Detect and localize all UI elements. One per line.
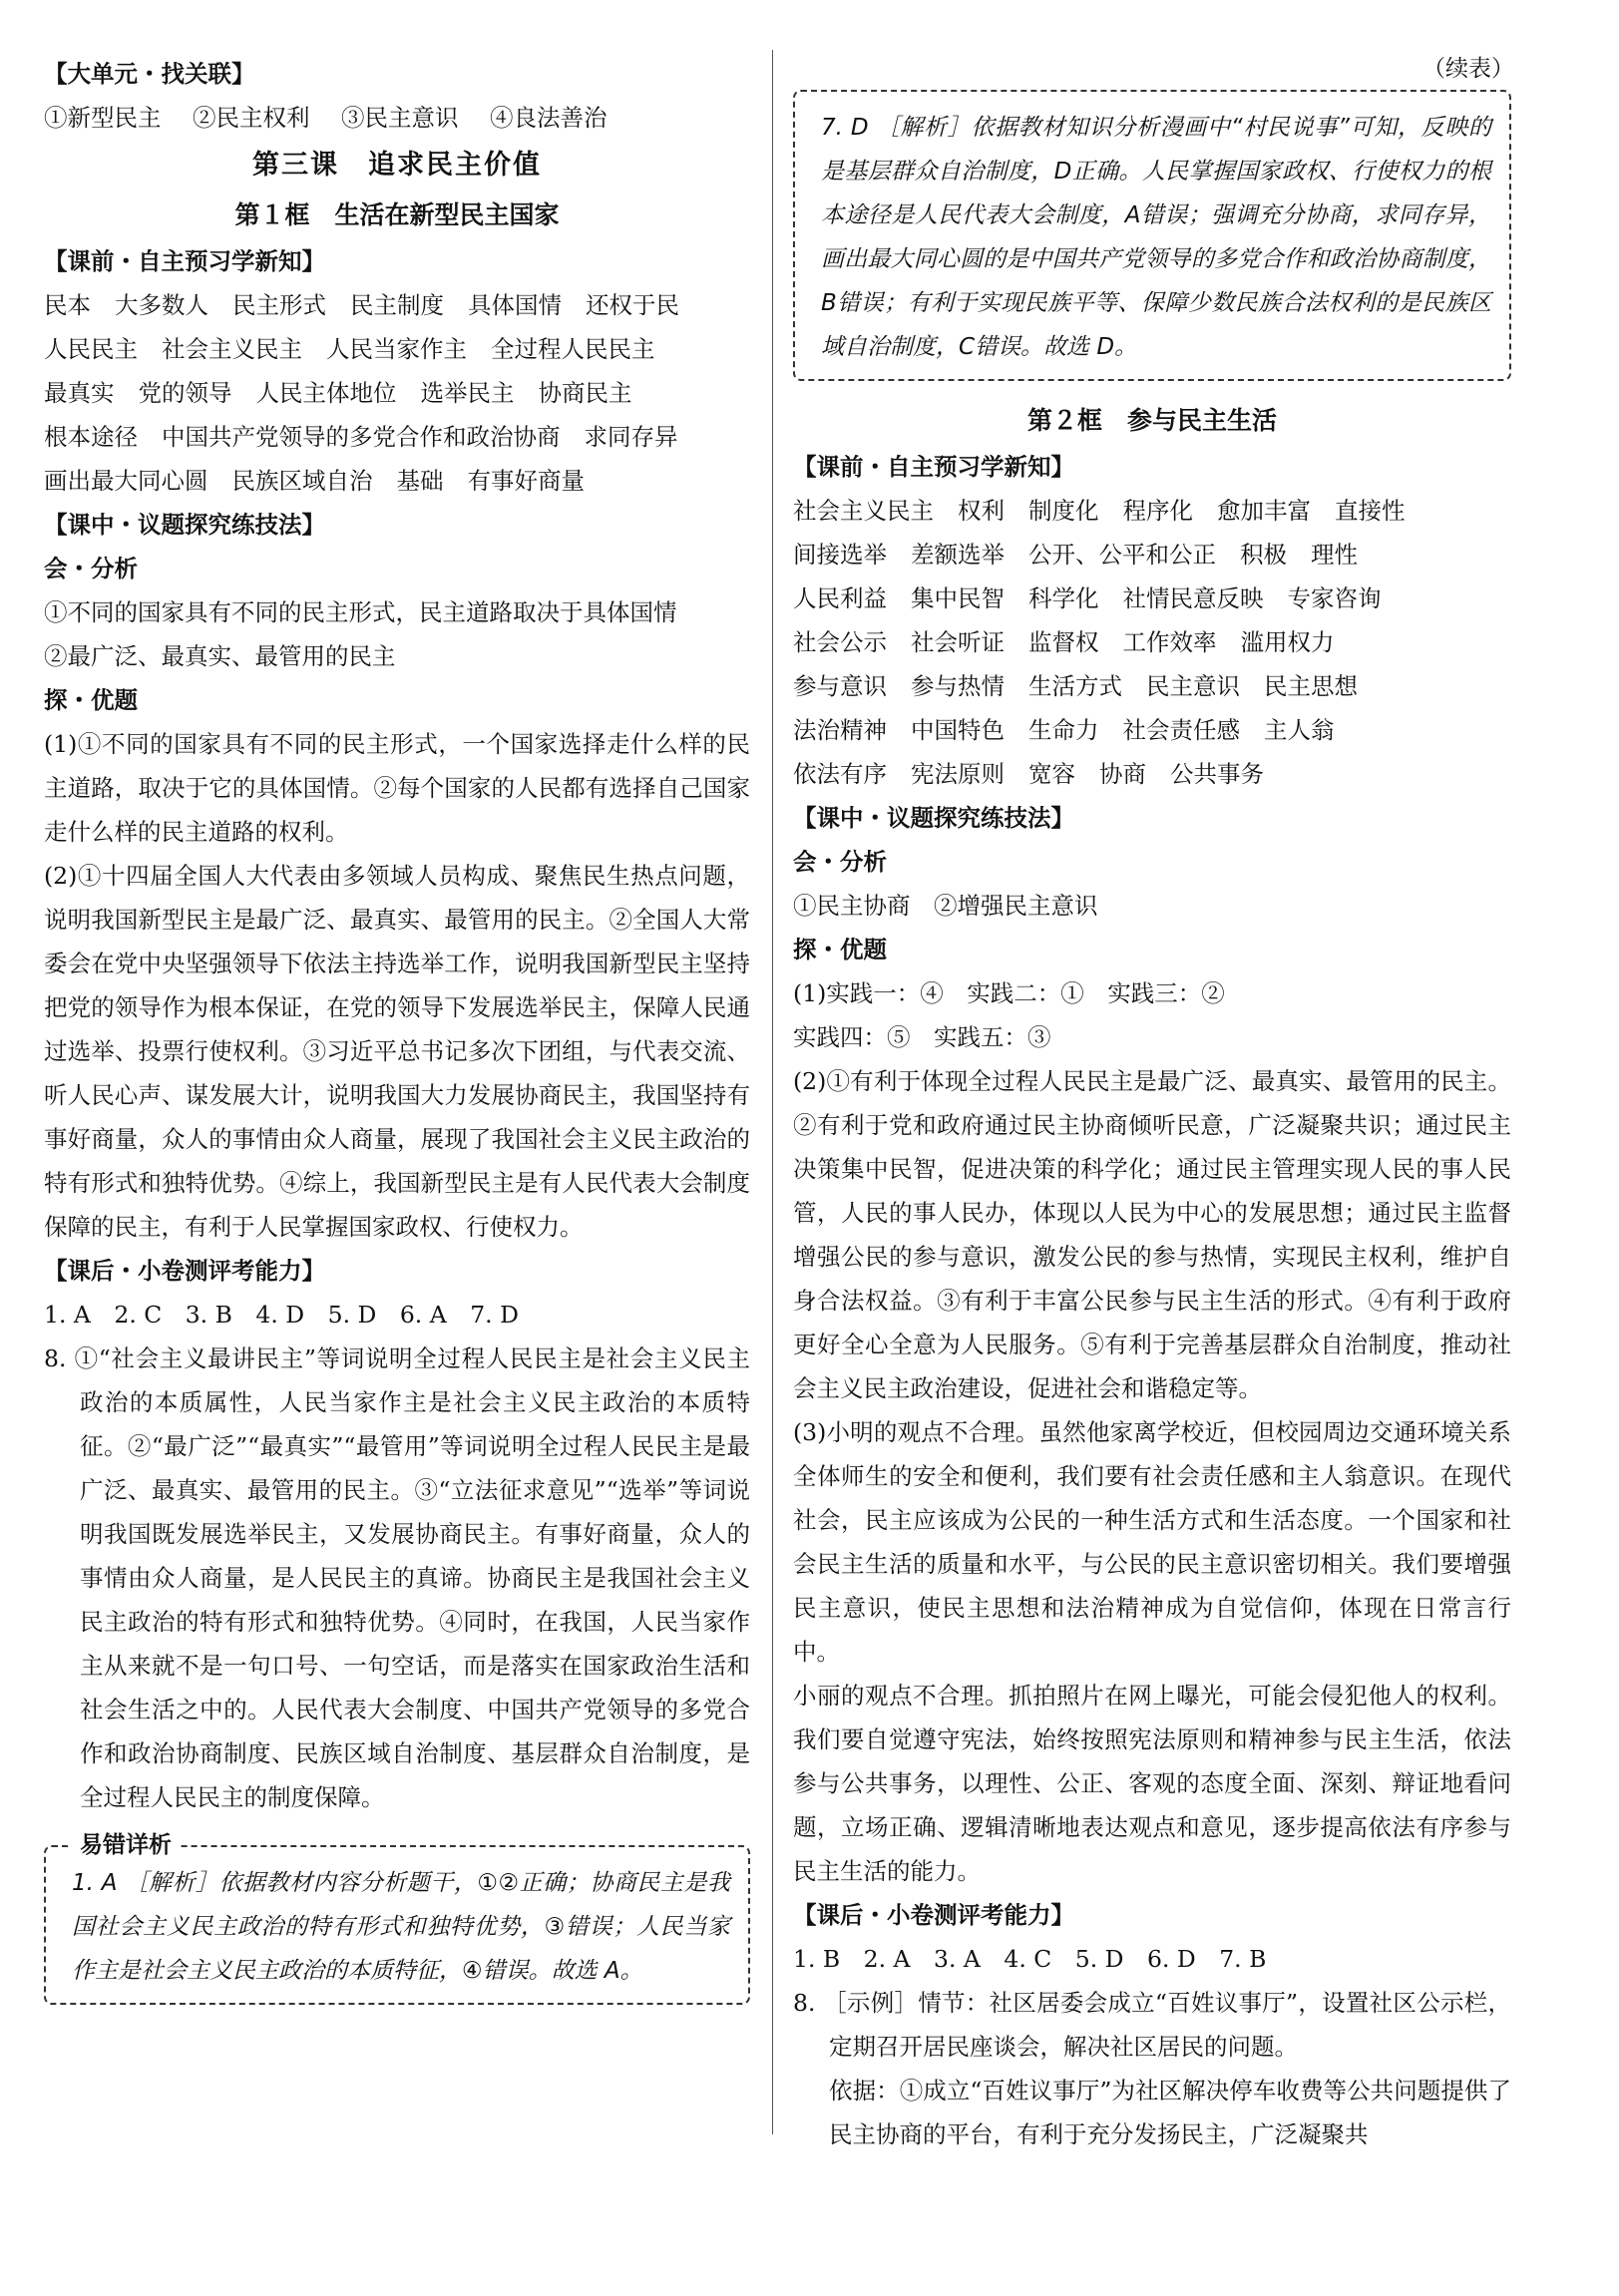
term: 民族区域自治 [231, 467, 373, 495]
term: 理性 [1311, 541, 1358, 569]
term: 主人翁 [1264, 716, 1335, 744]
explore-paragraph: 小丽的观点不合理。抓拍照片在网上曝光，可能会侵犯他人的权利。我们要自觉遵守宪法，始终按照宪法原则和精神参与民主生活，依法参与公共事务，以理性、公正、客观的态度全面、深刻、辩证地看问题，立场正确、逻辑清晰地表达观点和意见，逐步提高依法有序参与民主生活的能力。 [793, 1682, 1511, 1885]
explore-paragraph: (1)①不同的国家具有不同的民主形式，一个国家选择走什么样的民主道路，取决于它的具体国情。②每个国家的人民都有选择自己国家走什么样的民主道路的权利。 [44, 730, 750, 846]
continued-label: （续表） [1422, 56, 1514, 82]
term: 有事好商量 [467, 467, 585, 495]
explore-header: 探・优题 [44, 686, 138, 714]
term: 积极 [1240, 541, 1287, 569]
analysis-header: 会・分析 [793, 848, 887, 876]
unit-item: ③民主意识 [340, 104, 459, 132]
term: 民主制度 [350, 291, 444, 319]
frame2-title: 第２框 参与民主生活 [1026, 406, 1277, 435]
explanation-text: 7. D ［解析］依据教材知识分析漫画中“村民说事”可知，反映的是基层群众自治制度，D正确。人民掌握国家政权、行使权力的根本途径是人民代表大会制度，A错误；强调充分协商，求同存异，画出最大同心圆的是中国共产党领导的多党合作和政治协商制度，B错误；有利于实现民族平等、保障少数民族合法权利的是民族区域自治制度，C错误。故选 D。 [821, 115, 1491, 360]
right-column [793, 90, 1511, 2156]
term: 人民当家作主 [326, 335, 467, 363]
error-analysis-label: 易错详析 [72, 1831, 180, 1859]
analysis-item: ②最广泛、最真实、最管用的民主 [44, 642, 396, 670]
after-header: 【课后・小卷测评考能力】 [793, 1901, 1074, 1929]
explore-paragraph: (3)小明的观点不合理。虽然他家离学校近，但校园周边交通环境关系全体师生的安全和便利，我们要有社会责任感和主人翁意识。在现代社会，民主应该成为公民的一种生活方式和生活态度。一个国家和社会民主生活的质量和水平，与公民的民主意识密切相关。我们要增强民主意识，使民主思想和法治精神成为自觉信仰，体现在日常言行中。 [793, 1418, 1511, 1666]
analysis-header: 会・分析 [44, 555, 138, 582]
preview-row [793, 752, 1511, 796]
class-header: 【课中・议题探究练技法】 [44, 511, 325, 539]
question-8-basis: 依据：①成立“百姓议事厅”为社区解决停车收费等公共问题提供了民主协商的平台，有利于充分发扬民主，广泛凝聚共 [829, 2077, 1511, 2148]
term: 专家咨询 [1287, 584, 1382, 612]
term: 滥用权力 [1240, 628, 1335, 656]
term: 人民利益 [793, 584, 887, 612]
term: 民主思想 [1264, 672, 1358, 700]
term: 集中民智 [911, 584, 1005, 612]
term: 宪法原则 [911, 760, 1005, 788]
term: 协商民主 [538, 379, 632, 407]
term: 最真实 [44, 379, 115, 407]
term: 还权于民 [586, 291, 679, 319]
term: 生活方式 [1028, 672, 1122, 700]
term: 人民民主 [44, 335, 138, 363]
unit-items [44, 96, 750, 140]
unit-item: ④良法善治 [489, 104, 607, 132]
analysis-item: ①不同的国家具有不同的民主形式，民主道路取决于具体国情 [44, 598, 677, 626]
term: 基础 [396, 467, 444, 495]
preview-row [44, 459, 750, 503]
term: 工作效率 [1122, 628, 1217, 656]
answer-key: 1. B 2. A 3. A 4. C 5. D 6. D 7. B [793, 1945, 1267, 1973]
preview-row [793, 489, 1511, 533]
preview-row [793, 664, 1511, 708]
term: 社会主义民主 [793, 497, 934, 525]
term: 社会责任感 [1122, 716, 1240, 744]
explore-paragraph: (2)①十四届全国人大代表由多领域人员构成、聚焦民生热点问题，说明我国新型民主是最广泛、最真实、最管用的民主。②全国人大常委会在党中央坚强领导下依法主持选举工作，说明我国新型民主坚持把党的领导作为根本保证，在党的领导下发展选举民主，保障人民通过选举、投票行使权利。③习近平总书记多次下团组，与代表交流、听人民心声、谋发展大计，说明我国大力发展协商民主，我国坚持有事好商量，众人的事情由众人商量，展现了我国社会主义民主政治的特有形式和独特优势。④综上，我国新型民主是有人民代表大会制度保障的民主，有利于人民掌握国家政权、行使权力。 [44, 862, 750, 1241]
term: 监督权 [1028, 628, 1099, 656]
term: 协商 [1099, 760, 1146, 788]
term: 间接选举 [793, 541, 887, 569]
term: 愈加丰富 [1217, 497, 1311, 525]
practice-line: (1)实践一：④ 实践二：① 实践三：② [793, 979, 1225, 1007]
term: 直接性 [1335, 497, 1406, 525]
term: 大多数人 [115, 291, 208, 319]
term: 法治精神 [793, 716, 887, 744]
answer-key: 1. A 2. C 3. B 4. D 5. D 6. A 7. D [44, 1301, 519, 1329]
term: 人民主体地位 [255, 379, 397, 407]
column-divider [772, 50, 773, 2134]
unit-item: ①新型民主 [44, 104, 162, 132]
term: 中国共产党领导的多党合作和政治协商 [162, 423, 561, 451]
explore-paragraph: (2)①有利于体现全过程人民民主是最广泛、最真实、最管用的民主。②有利于党和政府通过民主协商倾听民意，广泛凝聚共识；通过民主决策集中民智，促进决策的科学化；通过民主管理实现人民的事人民管，人民的事人民办，体现以人民为中心的发展思想；通过民主监督增强公民的参与意识，激发公民的参与热情，实现民主权利，维护自身合法权益。③有利于丰富公民参与民主生活的形式。④有利于政府更好全心全意为人民服务。⑤有利于完善基层群众自治制度，推动社会主义民主政治建设，促进社会和谐稳定等。 [793, 1067, 1511, 1402]
preview-row [44, 415, 750, 459]
term: 差额选举 [911, 541, 1005, 569]
explore-header: 探・优题 [793, 936, 887, 963]
class-header: 【课中・议题探究练技法】 [793, 804, 1074, 832]
term: 党的领导 [138, 379, 232, 407]
term: 具体国情 [468, 291, 562, 319]
term: 生命力 [1028, 716, 1099, 744]
term: 程序化 [1122, 497, 1193, 525]
question-8-answer: 8. ［示例］情节：社区居委会成立“百姓议事厅”，设置社区公示栏，定期召开居民座谈会，解决社区居民的问题。 [793, 1989, 1511, 2061]
question-8-answer: 8. ①“社会主义最讲民主”等词说明全过程人民民主是社会主义民主政治的本质属性，人民当家作主是社会主义民主政治的本质特征。②“最广泛”“最真实”“最管用”等词说明全过程人民民主是最广泛、最真实、最管用的民主。③“立法征求意见”“选举”等词说明我国既发展选举民主，又发展协商民主。有事好商量，众人的事情由众人商量，是人民民主的真谛。协商民主是我国社会主义民主政治的特有形式和独特优势。④同时，在我国，人民当家作主从来就不是一句口号、一句空话，而是落实在国家政治生活和社会生活之中的。人民代表大会制度、中国共产党领导的多党合作和政治协商制度、民族区域自治制度、基层群众自治制度，是全过程人民民主的制度保障。 [44, 1344, 750, 1811]
unit-header: 【大单元・找关联】 [44, 60, 255, 88]
error-analysis-box [44, 1831, 750, 2005]
term: 民主意识 [1146, 672, 1240, 700]
preview-row [44, 283, 750, 327]
term: 社会主义民主 [162, 335, 302, 363]
term: 权利 [958, 497, 1005, 525]
preview-row [793, 533, 1511, 576]
term: 民主形式 [232, 291, 326, 319]
term: 根本途径 [44, 423, 138, 451]
term: 中国特色 [911, 716, 1005, 744]
term: 社会听证 [911, 628, 1005, 656]
term: 依法有序 [793, 760, 887, 788]
term: 社会公示 [793, 628, 887, 656]
term: 参与热情 [911, 672, 1005, 700]
term: 求同存异 [584, 423, 678, 451]
after-header: 【课后・小卷测评考能力】 [44, 1257, 325, 1285]
frame1-title: 第１框 生活在新型民主国家 [234, 200, 560, 229]
term: 制度化 [1028, 497, 1099, 525]
unit-item: ②民主权利 [192, 104, 310, 132]
preview-row [793, 576, 1511, 620]
term: 画出最大同心圆 [44, 467, 208, 495]
practice-line: 实践四：⑤ 实践五：③ [793, 1023, 1051, 1051]
term: 全过程人民民主 [491, 335, 655, 363]
explanation-box [793, 90, 1511, 381]
preview-header: 【课前・自主预习学新知】 [793, 453, 1074, 481]
term: 社情民意反映 [1122, 584, 1264, 612]
term: 科学化 [1028, 584, 1099, 612]
term: 民本 [44, 291, 91, 319]
term: 公共事务 [1170, 760, 1264, 788]
preview-row [44, 371, 750, 415]
term: 公开、公平和公正 [1028, 541, 1216, 569]
left-column [44, 52, 750, 2005]
preview-row [793, 708, 1511, 752]
term: 选举民主 [420, 379, 515, 407]
error-analysis-text: 1. A ［解析］依据教材内容分析题干，①②正确；协商民主是我国社会主义民主政治的特有形式和独特优势，③错误；人民当家作主是社会主义民主政治的本质特征，④错误。故选 A。 [72, 1870, 730, 1984]
preview-row [793, 620, 1511, 664]
term: 宽容 [1028, 760, 1075, 788]
preview-header: 【课前・自主预习学新知】 [44, 247, 325, 275]
lesson-title: 第三课 追求民主价值 [252, 150, 542, 181]
term: 参与意识 [793, 672, 887, 700]
preview-row [44, 327, 750, 371]
analysis-line: ①民主协商 ②增强民主意识 [793, 892, 1098, 920]
